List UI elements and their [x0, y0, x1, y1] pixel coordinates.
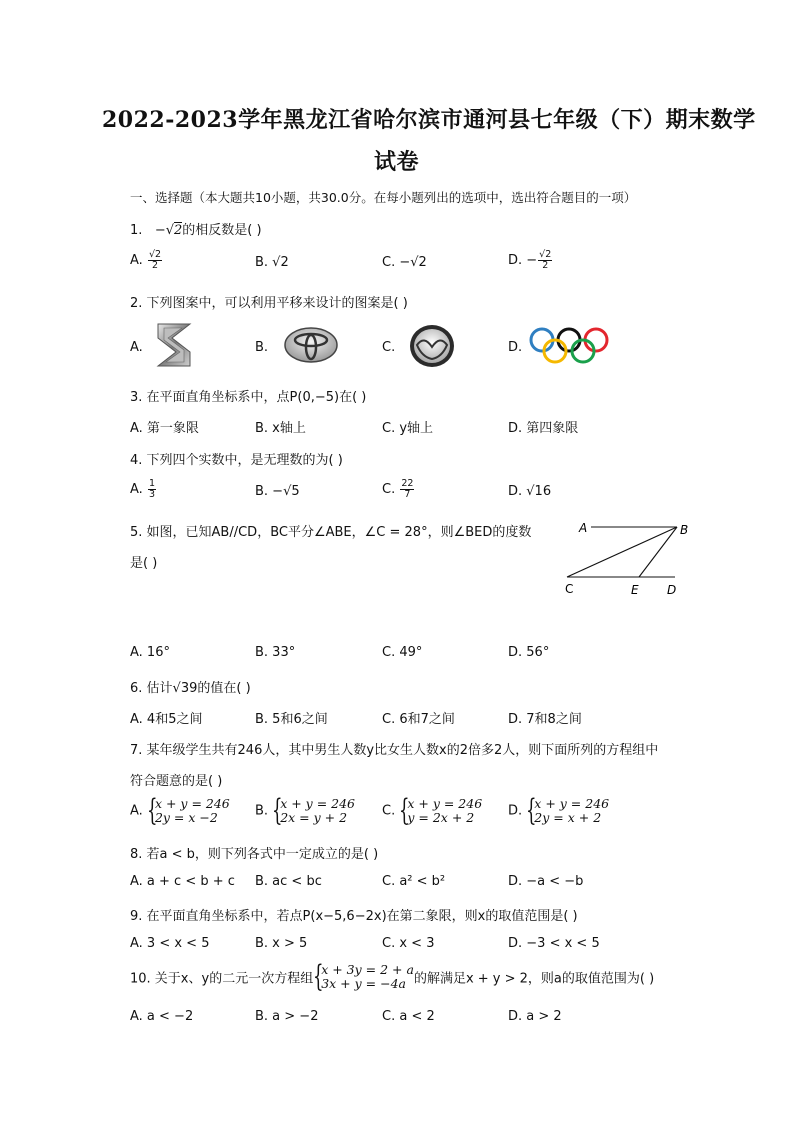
- label-a: A: [579, 521, 588, 535]
- q6-option-c[interactable]: C. 6和7之间: [382, 712, 455, 727]
- question-5-line2: 是( ): [130, 556, 158, 571]
- q5-option-c[interactable]: C. 49°: [382, 645, 423, 660]
- section-heading: 一、选择题（本大题共10小题，共30.0分。在每小题列出的选项中，选出符合题目的一项）: [130, 190, 637, 205]
- q8-option-d[interactable]: D. −a < −b: [508, 874, 584, 889]
- olympic-rings-icon: [527, 326, 611, 366]
- question-number: 1.: [130, 223, 143, 238]
- page-title-line2: 试卷: [374, 149, 420, 175]
- question-8: 8. 若a < b，则下列各式中一定成立的是( ): [130, 847, 379, 862]
- q5-geometry-figure: [565, 515, 695, 601]
- q9-option-a[interactable]: A. 3 < x < 5: [130, 936, 210, 951]
- q10-option-b[interactable]: B. a > −2: [255, 1009, 319, 1024]
- q4-option-b[interactable]: B. −√5: [255, 484, 300, 499]
- q4-option-a[interactable]: A. $\frac{1}{3}$: [130, 478, 155, 500]
- q6-option-d[interactable]: D. 7和8之间: [508, 712, 582, 727]
- q7-option-b[interactable]: B. { x + y = 246 2x = y + 2: [255, 793, 356, 828]
- question-1: 1. −√2的相反数是( ): [130, 223, 262, 238]
- question-3: 3. 在平面直角坐标系中，点P(0,−5)在( ): [130, 390, 367, 405]
- q7-option-d[interactable]: D. { x + y = 246 2y = x + 2: [508, 793, 610, 828]
- line-be: [639, 527, 677, 577]
- label-b: B: [680, 523, 689, 537]
- q2-option-b[interactable]: B.: [255, 340, 269, 355]
- question-7-line2: 符合题意的是( ): [130, 774, 223, 789]
- question-4: 4. 下列四个实数中，是无理数的为( ): [130, 453, 343, 468]
- q1-option-a[interactable]: A. $\frac{√2}{2}$: [130, 249, 162, 271]
- q5-option-a[interactable]: A. 16°: [130, 645, 170, 660]
- q3-option-d[interactable]: D. 第四象限: [508, 421, 579, 436]
- q8-option-a[interactable]: A. a + c < b + c: [130, 874, 235, 889]
- question-9: 9. 在平面直角坐标系中，若点P(x−5,6−2x)在第二象限，则x的取值范围是( ): [130, 909, 578, 924]
- q5-option-b[interactable]: B. 33°: [255, 645, 296, 660]
- mazda-logo-icon: [408, 323, 456, 369]
- q7-option-a[interactable]: A. { x + y = 246 2y = x −2: [130, 793, 230, 828]
- q3-option-c[interactable]: C. y轴上: [382, 421, 434, 436]
- question-7-line1: 7. 某年级学生共有246人，其中男生人数y比女生人数x的2倍多2人，则下面所列的方程组中: [130, 743, 659, 758]
- question-2: 2. 下列图案中，可以利用平移来设计的图案是( ): [130, 296, 408, 311]
- q8-option-c[interactable]: C. a² < b²: [382, 874, 446, 889]
- suzuki-logo-icon: [150, 320, 198, 370]
- toyota-logo-icon: [283, 326, 339, 364]
- question-5-line1: 5. 如图，已知AB//CD，BC平分∠ABE，∠C = 28°，则∠BED的度数: [130, 525, 532, 540]
- q9-option-d[interactable]: D. −3 < x < 5: [508, 936, 600, 951]
- q4-option-c[interactable]: C. $\frac{22}{7}$: [382, 478, 414, 500]
- q7-option-c[interactable]: C. { x + y = 246 y = 2x + 2: [382, 793, 483, 828]
- q6-option-a[interactable]: A. 4和5之间: [130, 712, 203, 727]
- q9-option-c[interactable]: C. x < 3: [382, 936, 435, 951]
- q10-option-d[interactable]: D. a > 2: [508, 1009, 562, 1024]
- q2-option-d[interactable]: D.: [508, 340, 523, 355]
- q5-option-d[interactable]: D. 56°: [508, 645, 550, 660]
- label-d: D: [667, 583, 677, 597]
- label-e: E: [631, 583, 639, 597]
- q1-option-b[interactable]: B. √2: [255, 255, 289, 270]
- q10-option-c[interactable]: C. a < 2: [382, 1009, 435, 1024]
- q3-option-a[interactable]: A. 第一象限: [130, 421, 199, 436]
- q3-option-b[interactable]: B. x轴上: [255, 421, 306, 436]
- q1-option-d[interactable]: D. − $\frac{√2}{2}$: [508, 249, 552, 271]
- q6-option-b[interactable]: B. 5和6之间: [255, 712, 328, 727]
- question-6: 6. 估计√39的值在( ): [130, 681, 251, 696]
- question-10: 10. 关于x、y的二元一次方程组 { x + 3y = 2 + a 3x + y = −4a 的解满足x + y > 2，则a的取值范围为( ): [130, 959, 655, 994]
- page-title: 2022-2023学年黑龙江省哈尔滨市通河县七年级（下）期末数学: [102, 107, 756, 133]
- q2-option-a[interactable]: A.: [130, 340, 143, 355]
- q10-option-a[interactable]: A. a < −2: [130, 1009, 194, 1024]
- label-c: C: [565, 582, 574, 596]
- q4-option-d[interactable]: D. √16: [508, 484, 552, 499]
- q8-option-b[interactable]: B. ac < bc: [255, 874, 322, 889]
- q1-option-c[interactable]: C. −√2: [382, 255, 427, 270]
- q9-option-b[interactable]: B. x > 5: [255, 936, 308, 951]
- q2-option-c[interactable]: C.: [382, 340, 396, 355]
